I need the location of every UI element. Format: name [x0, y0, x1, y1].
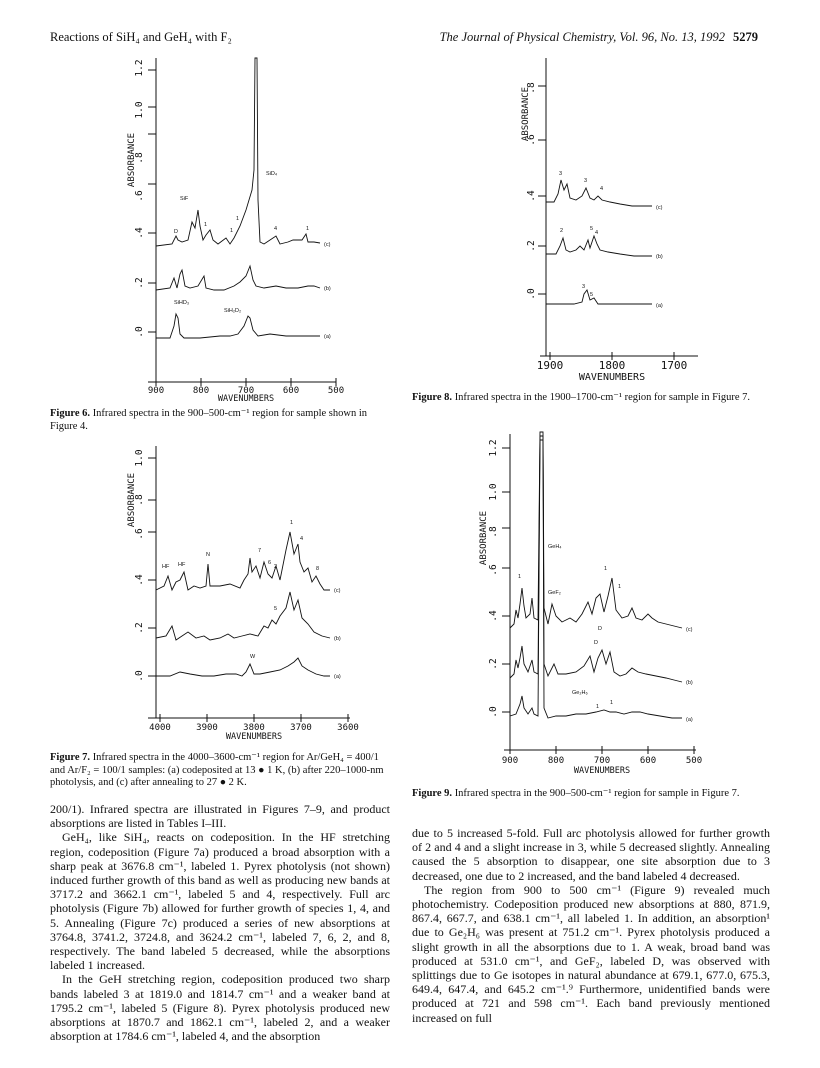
y-tick: .6 — [134, 528, 145, 540]
fig6-trace-a — [156, 314, 320, 338]
peak-label: GeF₂ — [548, 590, 561, 596]
caption-label: Figure 8. — [412, 392, 453, 403]
peak-label: SiHD₃ — [174, 300, 190, 306]
y-tick: .0 — [134, 670, 145, 682]
fig9-y-axis — [479, 434, 510, 750]
x-tick: 1700 — [660, 359, 688, 372]
y-tick: .2 — [134, 277, 145, 289]
caption-text: Infrared spectra in the 900–500-cm⁻¹ region for sample shown in Figure 4. — [50, 408, 368, 432]
figure-9-spectra — [476, 428, 716, 783]
caption-text: Infrared spectra in the 4000–3600-cm⁻¹ region for Ar/GeH₄ = 400/1 and Ar/F₂ = 100/1 samples: (a) codeposited at 13 ● 1 K, (b) after 220–1000-nm photolysis, and (c) after annealing to 27 ● 2 K. — [50, 752, 384, 788]
peak-label: 8 — [316, 566, 320, 572]
x-axis-label: WAVENUMBERS — [225, 732, 283, 742]
y-tick: .0 — [526, 288, 537, 300]
y-tick: 1.0 — [134, 101, 145, 119]
peak-label: SiD₄ — [266, 171, 278, 177]
peak-label: 2 — [560, 228, 564, 234]
peak-label: HF — [162, 564, 170, 570]
figure-8-spectra — [520, 50, 720, 390]
journal-citation: The Journal of Physical Chemistry, Vol. 96, No. 13, 1992 — [439, 30, 725, 44]
caption-label: Figure 7. — [50, 752, 91, 763]
peak-label: 1 — [236, 216, 240, 222]
x-axis-label: WAVENUMBERS — [573, 766, 631, 776]
fig8-y-axis — [521, 58, 546, 356]
fig8-trace-b — [546, 236, 652, 256]
x-tick: 3700 — [290, 723, 312, 733]
fig8-x-axis — [537, 352, 698, 383]
y-tick: .6 — [488, 564, 499, 576]
peak-label: 1 — [610, 700, 614, 706]
peak-label: D — [174, 229, 178, 235]
y-tick: 1.2 — [134, 59, 145, 77]
peak-label: 4 — [595, 230, 599, 236]
peak-label: 3 — [584, 178, 588, 184]
y-tick: .2 — [526, 240, 537, 252]
trace-label: (c) — [334, 588, 341, 594]
y-tick: .8 — [488, 526, 499, 538]
x-tick: 700 — [237, 386, 255, 396]
x-tick: 900 — [501, 756, 519, 766]
y-tick: 1.0 — [488, 483, 499, 501]
peak-label: 5 — [590, 226, 594, 232]
trace-label: (b) — [324, 286, 331, 292]
x-tick: 600 — [639, 756, 657, 766]
figure-9-caption — [412, 788, 770, 801]
x-tick: 900 — [147, 386, 165, 396]
peak-label: 1 — [518, 574, 522, 580]
peak-label: 1 — [204, 222, 208, 228]
y-tick: .0 — [134, 326, 145, 338]
peak-label: W — [250, 654, 256, 660]
peak-label: SiF — [180, 196, 189, 202]
caption-label: Figure 9. — [412, 788, 453, 799]
peak-label: 4 — [274, 226, 278, 232]
x-tick: 600 — [282, 386, 300, 396]
y-tick: .8 — [526, 82, 537, 94]
peak-label: SiH₂D₂ — [224, 308, 242, 314]
y-tick: .2 — [488, 658, 499, 670]
y-tick: .2 — [134, 622, 145, 634]
y-tick: 1.0 — [134, 449, 145, 467]
peak-label: D — [598, 626, 602, 632]
peak-label: 2 — [274, 564, 278, 570]
trace-label: (b) — [656, 254, 663, 260]
x-tick: 700 — [593, 756, 611, 766]
caption-text: Infrared spectra in the 900–500-cm⁻¹ region for sample in Figure 7. — [454, 788, 740, 799]
fig6-y-axis — [127, 58, 156, 382]
fig6-trace-b — [156, 266, 320, 290]
x-tick: 3600 — [337, 723, 359, 733]
paragraph: In the GeH stretching region, codeposition produced two sharp bands labeled 3 at 1819.0 and 1814.7 cm⁻¹ and a weaker band at 1795.2 cm⁻¹, labeled 5 (Figure 8). Pyrex photolysis produced new absorptions at 1870.7 and 1862.1 cm⁻¹, labeled 2, and a weaker absorption at 1784.6 cm⁻¹, labeled 4, and the absorption — [50, 972, 390, 1044]
peak-label: 6 — [268, 560, 272, 566]
fig7-trace-b — [156, 592, 330, 640]
y-axis-label: ABSORBANCE — [521, 86, 531, 142]
x-axis-label: WAVENUMBERS — [578, 372, 646, 383]
y-tick: .6 — [526, 134, 537, 146]
fig6-x-axis — [148, 378, 344, 404]
fig7-y-axis — [127, 446, 156, 718]
peak-label: GeH₄ — [548, 544, 562, 550]
peak-label: 1 — [290, 520, 294, 526]
x-tick: 3800 — [243, 723, 265, 733]
peak-label: 7 — [258, 548, 262, 554]
figure-8-caption — [412, 392, 770, 405]
figure-7-spectra — [110, 440, 380, 750]
peak-label: 3 — [582, 284, 586, 290]
peak-label: D — [594, 640, 598, 646]
peak-label: 5 — [274, 606, 278, 612]
trace-label: (a) — [324, 334, 331, 340]
y-tick: .8 — [134, 152, 145, 164]
x-tick: 800 — [547, 756, 565, 766]
peak-label: 4 — [300, 536, 304, 542]
fig7-trace-c — [156, 532, 330, 590]
x-tick: 4000 — [149, 723, 171, 733]
x-axis-label: WAVENUMBERS — [217, 394, 275, 404]
trace-label: (b) — [686, 680, 693, 686]
y-tick: 1.2 — [488, 439, 499, 457]
trace-label: (b) — [334, 636, 341, 642]
paragraph: The region from 900 to 500 cm⁻¹ (Figure 9) revealed much photochemistry. Codeposition produced new absorptions at 880, 871.9, 867.4, 667.7, and 638.1 cm⁻¹, all labeled 1. In addition, an absorption¹ due to Ge₂H₆ was present at 751.2 cm⁻¹. Pyrex photolysis produced a slight growth in all the absorptions due to 1. A weak, broad band was produced at 531.0 cm⁻¹, and GeF₂, labeled D, was observed with splittings due to Ge isotopes in natural abundance at 679.1, 677.0, 675.3, 649.4, 647.4, and 645.2 cm⁻¹.⁹ Furthermore, unidentified bands were produced at 721 and 598 cm⁻¹. Each band previously mentioned increased on full — [412, 882, 770, 1025]
fig8-trace-c — [546, 180, 652, 206]
y-tick: .4 — [134, 227, 145, 239]
figure-7-caption — [50, 752, 390, 790]
page-number: 5279 — [733, 30, 758, 44]
trace-label: (c) — [686, 627, 693, 633]
running-header-journal — [440, 30, 758, 45]
trace-label: (c) — [656, 205, 663, 211]
fig8-trace-a — [546, 290, 652, 304]
trace-label: (a) — [656, 303, 663, 309]
x-tick: 500 — [685, 756, 703, 766]
peak-label: 1 — [618, 584, 622, 590]
peak-label: 5 — [590, 292, 594, 298]
left-column-text — [50, 802, 390, 1043]
peak-label: 1 — [604, 566, 608, 572]
y-tick: .4 — [134, 574, 145, 586]
fig7-x-axis — [148, 714, 359, 742]
running-header-title: Reactions of SiH₄ and GeH₄ with F₂ — [50, 30, 232, 44]
trace-label: (a) — [334, 674, 341, 680]
peak-label: Ge₂H₆ — [572, 690, 588, 696]
right-column-text — [412, 826, 770, 1025]
peak-label: 1 — [596, 704, 600, 710]
peak-label: 1 — [306, 226, 310, 232]
peak-label: 1 — [230, 228, 234, 234]
peak-label: 3 — [559, 171, 563, 177]
x-tick: 800 — [192, 386, 210, 396]
fig9-x-axis — [502, 746, 702, 776]
trace-label: (a) — [686, 717, 693, 723]
paragraph: 200/1). Infrared spectra are illustrated in Figures 7–9, and product absorptions are listed in Tables I–III. — [50, 802, 390, 831]
y-axis-label: ABSORBANCE — [479, 510, 489, 566]
trace-label: (c) — [324, 242, 331, 248]
figure-6-caption — [50, 408, 390, 433]
y-tick: .4 — [488, 610, 499, 622]
caption-label: Figure 6. — [50, 408, 91, 419]
figure-6-spectra — [110, 50, 370, 404]
fig7-trace-a — [156, 658, 330, 676]
paragraph: due to 5 increased 5-fold. Full arc photolysis allowed for further growth of 2 and 4 and a slight increase in 3, while 5 decreased slightly. Annealing caused the 5 absorption to disappear, one site absorption due to 3 decreased, one due to 2 increased, and the band labeled 4 decreased. — [412, 826, 770, 883]
fig9-trace-c — [510, 432, 682, 628]
x-tick: 1900 — [536, 359, 564, 372]
x-tick: 1800 — [598, 359, 626, 372]
y-tick: .0 — [488, 706, 499, 718]
x-tick: 500 — [327, 386, 345, 396]
peak-label: HF — [178, 562, 186, 568]
caption-text: Infrared spectra in the 1900–1700-cm⁻¹ region for sample in Figure 7. — [454, 392, 750, 403]
y-tick: .8 — [134, 494, 145, 506]
peak-label: N — [206, 552, 210, 558]
fig6-annotations — [174, 171, 331, 340]
x-tick: 3900 — [196, 723, 218, 733]
y-axis-label: ABSORBANCE — [127, 132, 137, 188]
fig7-annotations — [162, 520, 341, 680]
y-tick: .4 — [526, 190, 537, 202]
peak-label: 4 — [600, 186, 604, 192]
fig8-annotations — [559, 171, 663, 309]
y-axis-label: ABSORBANCE — [127, 472, 137, 528]
y-tick: .6 — [134, 190, 145, 202]
paragraph: GeH₄, like SiH₄, reacts on codeposition. In the HF stretching region, codeposition (Figure 7a) produced a broad absorption with a sharp peak at 3676.8 cm⁻¹, labeled 1. Pyrex photolysis (not shown) induced further growth of this band as well as producing new bands at 3717.2 and 3662.1 cm⁻¹, labeled 5 and 4, respectively. Full arc photolysis (Figure 7b) allowed for further growth of species 1, 4, and 5. Annealing (Figure 7c) produced a series of new absorptions at 3764.8, 3741.2, 3724.8, and 3624.2 cm⁻¹, labeled 7, 6, 2, and 8, respectively. The band labeled 5 decreased, while the absorptions labeled 1 increased. — [50, 830, 390, 973]
